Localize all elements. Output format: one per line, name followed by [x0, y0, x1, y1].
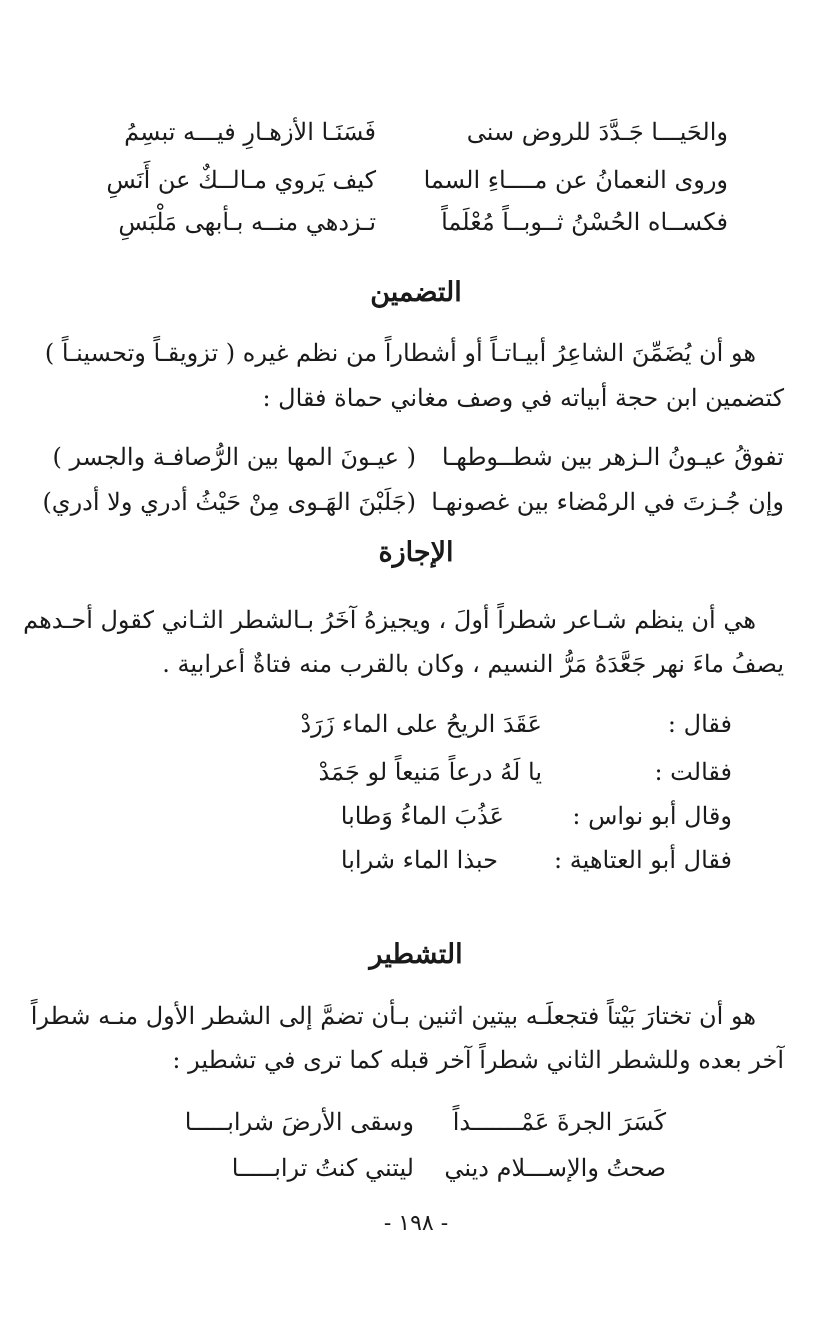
paragraph-line: هو أن يُضَمِّنَ الشاعِرُ أبيـاتـاً أو أشطاراً من نظم غيره ( تزويقـاً وتحسينـاً ) — [44, 339, 756, 367]
verse-left: (جَلَبْنَ الهَـوى مِنْ حَيْثُ أدري ولا أدري) — [42, 488, 416, 516]
paragraph-line: هي أن ينظم شـاعر شطراً أولَ ، ويجيزهُ آخَرُ بـالشطر الثـاني كقول أحـدهم — [23, 606, 756, 634]
hemistich: يا لَهُ درعاً مَنيعاً لو جَمَدْ — [318, 758, 542, 786]
paragraph-line: كتضمين ابن حجة أبياته في وصف مغاني حماة فقال : — [262, 384, 784, 412]
paragraph-line: آخر بعده وللشطر الثاني شطراً آخر قبله كما ترى في تشطير : — [172, 1046, 784, 1074]
verse-right: كَسَرَ الجرةَ عَمْـــــــداً — [452, 1108, 666, 1136]
speaker-label: وقال أبو نواس : — [572, 802, 732, 830]
verse-left: تـزدهي منــه بـأبهى مَلْبَسِ — [118, 208, 376, 236]
hemistich: عَذُبَ الماءُ وَطابا — [340, 802, 504, 830]
verse-right: صحتُ والإســـلام ديني — [444, 1154, 666, 1182]
verse-left: كيف يَروي مـالــكٌ عن أَنَسِ — [106, 166, 376, 194]
verse-left: فَسَنَـا الأزهـارِ فيـــه تبسِمُ — [124, 118, 376, 146]
verse-left: ( عيـونَ المها بين الرُّصافـة والجسر ) — [52, 443, 416, 471]
verse-right: والحَيـــا جَـدَّدَ للروض سنى — [466, 118, 728, 146]
verse-right: فكســاه الحُسْنُ ثــوبــاً مُعْلَماً — [441, 208, 728, 236]
section-heading-tashtir: التشطير — [369, 939, 463, 970]
hemistich: حبذا الماء شرابا — [340, 846, 498, 874]
page-number: - ١٩٨ - — [383, 1211, 449, 1236]
verse-right: وروى النعمانُ عن مــــاءِ السما — [423, 166, 728, 194]
speaker-label: فقالت : — [654, 758, 732, 786]
verse-right: وإن جُـزتَ في الرمْضاء بين غصونهـا — [431, 488, 784, 516]
hemistich: عَقَدَ الريحُ على الماء زَرَدْ — [300, 710, 542, 738]
verse-right: تفوقُ عيـونُ الـزهر بين شطــوطهـا — [441, 443, 784, 471]
verse-left: وسقى الأرضَ شرابـــــا — [184, 1108, 414, 1136]
speaker-label: فقال : — [667, 710, 732, 738]
speaker-label: فقال أبو العتاهية : — [554, 846, 732, 874]
verse-left: ليتني كنتُ ترابـــــا — [231, 1154, 414, 1182]
paragraph-line: يصفُ ماءَ نهر جَعَّدَهُ مَرُّ النسيم ، وكان بالقرب منه فتاةٌ أعرابية . — [162, 650, 784, 678]
paragraph-line: هو أن تختارَ بَيْتاً فتجعلَـه بيتين اثنين بـأن تضمَّ إلى الشطر الأول منـه شطراً — [30, 1002, 756, 1030]
section-heading-ijaza: الإجازة — [378, 537, 454, 568]
section-heading-tadmin: التضمين — [370, 277, 462, 308]
